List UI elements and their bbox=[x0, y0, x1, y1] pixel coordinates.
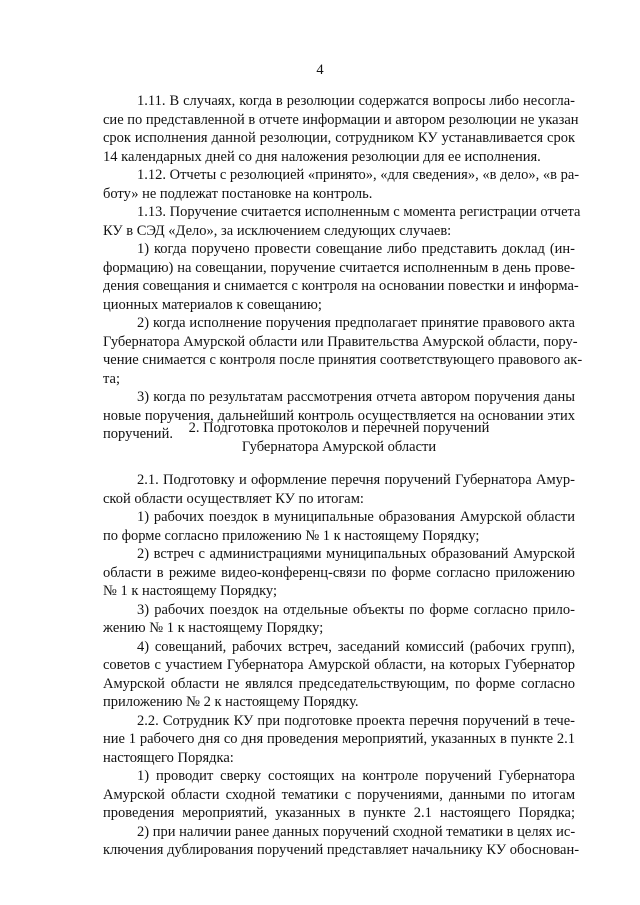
heading-line: Губернатора Амурской области bbox=[241, 439, 437, 455]
section-2-heading bbox=[103, 419, 575, 457]
text-line: 1) проводит сверку состоящих на контроле поручений Губернатора bbox=[137, 768, 575, 784]
text-line: новые поручения, дальнейший контроль осуществляется на основании этих bbox=[103, 407, 575, 424]
text-line: 1) когда поручено провести совещание либо представить доклад (ин- bbox=[137, 241, 575, 257]
text-line: 2) при наличии ранее данных поручений сходной тематики в целях ис- bbox=[137, 823, 576, 840]
text-line: формацию) на совещании, поручение считается исполненным в день прове- bbox=[103, 259, 575, 276]
text-line: советов с участием Губернатора Амурской области, на которых Губернатор bbox=[103, 657, 575, 673]
text-line: Амурской области не являлся председательствующим, по форме согласно bbox=[103, 675, 575, 692]
section-2-text bbox=[103, 471, 580, 860]
text-line: 1.13. Поручение считается исполненным с момента регистрации отчета bbox=[137, 204, 581, 220]
text-line: проведения мероприятий, указанных в пункте 2.1 настоящего Порядка; bbox=[103, 805, 575, 821]
text-line: боту» не подлежат постановке на контроль. bbox=[103, 185, 373, 202]
text-line: приложению № 2 к настоящему Порядку. bbox=[103, 694, 359, 710]
text-line: Амурской области сходной тематики с поручениями, данными по итогам bbox=[103, 786, 575, 803]
text-line: срок исполнения данной резолюции, сотрудником КУ устанавливается срок bbox=[103, 130, 575, 146]
heading-line: 2. Подготовка протоколов и перечней поручений bbox=[188, 420, 490, 436]
text-line: КУ в СЭД «Дело», за исключением следующих случаев: bbox=[103, 222, 452, 239]
text-line: № 1 к настоящему Порядку; bbox=[103, 583, 278, 599]
page-number: 4 bbox=[316, 62, 324, 78]
text-line: та; bbox=[103, 370, 120, 387]
text-line: настоящего Порядка: bbox=[103, 749, 234, 766]
text-line: ционных материалов к совещанию; bbox=[103, 296, 322, 313]
text-line: ние 1 рабочего дня со дня проведения мероприятий, указанных в пункте 2.1 bbox=[103, 731, 575, 747]
text-line: ской области осуществляет КУ по итогам: bbox=[103, 490, 364, 507]
text-line: поручений. bbox=[103, 426, 173, 442]
text-line: 2.1. Подготовку и оформление перечня поручений Губернатора Амур- bbox=[137, 472, 575, 488]
text-line: 2) когда исполнение поручения предполагает принятие правового акта bbox=[137, 315, 575, 331]
text-line: жению № 1 к настоящему Порядку; bbox=[103, 620, 324, 636]
text-line: по форме согласно приложению № 1 к настоящему Порядку; bbox=[103, 527, 480, 544]
text-line: 3) рабочих поездок на отдельные объекты по форме согласно прило- bbox=[137, 601, 575, 618]
text-line: области в режиме видео-конференц-связи по форме согласно приложению bbox=[103, 564, 575, 581]
text-line: 2.2. Сотрудник КУ при подготовке проекта перечня поручений в тече- bbox=[137, 712, 575, 729]
section-1-text bbox=[103, 92, 583, 444]
text-line: 14 календарных дней со дня наложения резолюции для ее исполнения. bbox=[103, 148, 541, 165]
text-line: 4) совещаний, рабочих встреч, заседаний комиссий (рабочих групп), bbox=[137, 638, 575, 655]
text-line: сие по представленной в отчете информации и автором резолюции не указан bbox=[103, 111, 579, 128]
text-line: Губернатора Амурской области или Правительства Амурской области, пору- bbox=[103, 333, 578, 350]
text-line: 1.11. В случаях, когда в резолюции содержатся вопросы либо несогла- bbox=[137, 93, 575, 109]
text-line: 1.12. Отчеты с резолюцией «принято», «для сведения», «в дело», «в ра- bbox=[137, 167, 580, 183]
text-line: 1) рабочих поездок в муниципальные образования Амурской области bbox=[137, 509, 575, 525]
text-line: 2) встреч с администрациями муниципальных образований Амурской bbox=[137, 546, 575, 562]
text-line: дения совещания и снимается с контроля на основании повестки и информа- bbox=[103, 278, 579, 294]
text-line: 3) когда по результатам рассмотрения отчета автором поручения даны bbox=[137, 389, 575, 405]
text-line: чение снимается с контроля после принятия соответствующего правового ак- bbox=[103, 352, 583, 368]
text-line: ключения дублирования поручений представляет начальнику КУ обоснован- bbox=[103, 842, 580, 858]
